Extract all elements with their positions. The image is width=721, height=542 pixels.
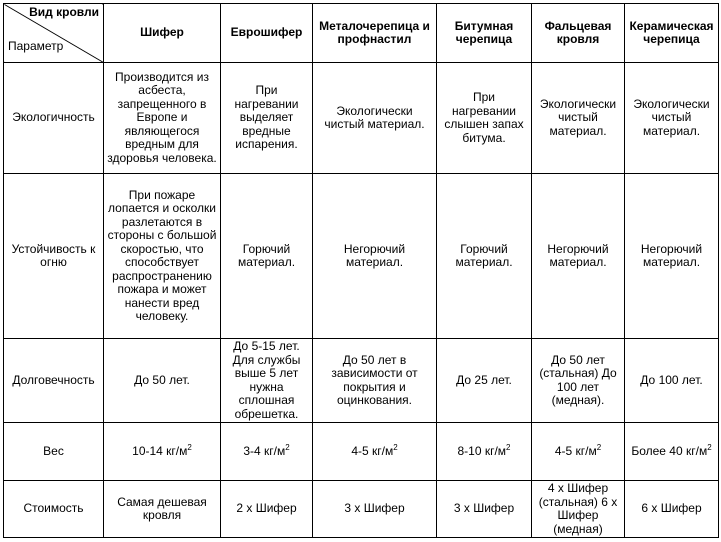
column-header-euroslate: Еврошифер — [221, 4, 313, 63]
table-cell: При пожаре лопается и осколки разлетаются в стороны с большой скоростью, что способствует распространению пожара и может нанести вред человеку. — [104, 174, 221, 339]
column-header-slate: Шифер — [104, 4, 221, 63]
table-cell: 3 х Шифер — [313, 481, 437, 538]
row-header-cost: Стоимость — [4, 481, 104, 538]
table-cell: До 50 лет (стальная) До 100 лет (медная). — [532, 339, 625, 423]
unit-superscript: 2 — [707, 442, 712, 452]
unit-superscript: 2 — [393, 442, 398, 452]
corner-label-roof-type: Вид кровли — [29, 5, 99, 19]
row-header-weight: Вес — [4, 423, 104, 481]
weight-value: 3-4 кг/м — [243, 443, 286, 458]
table-cell: Экологически чистый материал. — [532, 63, 625, 174]
table-row-weight — [4, 423, 719, 481]
corner-label-parameter: Параметр — [8, 38, 64, 53]
table-cell — [625, 423, 719, 481]
table-cell: Самая дешевая кровля — [104, 481, 221, 538]
row-header-ecology: Экологичность — [4, 63, 104, 174]
table-cell: 2 х Шифер — [221, 481, 313, 538]
table-cell — [313, 423, 437, 481]
table-cell: При нагревании выделяет вредные испарения. — [221, 63, 313, 174]
table-cell: Негорючий материал. — [532, 174, 625, 339]
column-header-seam-roof: Фальцевая кровля — [532, 4, 625, 63]
header-row — [4, 4, 719, 63]
table-cell: До 100 лет. — [625, 339, 719, 423]
table-cell: До 50 лет в зависимости от покрытия и оцинкования. — [313, 339, 437, 423]
table-row-ecology — [4, 63, 719, 174]
weight-value: 4-5 кг/м — [554, 443, 597, 458]
table-cell: Горючий материал. — [221, 174, 313, 339]
corner-header-cell — [4, 4, 104, 63]
weight-value: Более 40 кг/м — [631, 443, 708, 458]
table-cell: 6 х Шифер — [625, 481, 719, 538]
weight-value: 10-14 кг/м — [132, 443, 188, 458]
weight-value: 4-5 кг/м — [351, 443, 394, 458]
table-cell — [221, 423, 313, 481]
unit-superscript: 2 — [506, 442, 511, 452]
table-cell: При нагревании слышен запах битума. — [437, 63, 532, 174]
table-cell — [437, 423, 532, 481]
table-cell: Негорючий материал. — [625, 174, 719, 339]
table-cell: До 25 лет. — [437, 339, 532, 423]
table-cell: Экологически чистый материал. — [313, 63, 437, 174]
weight-value: 8-10 кг/м — [457, 443, 507, 458]
table-cell: Горючий материал. — [437, 174, 532, 339]
table-cell: 4 х Шифер (стальная) 6 х Шифер (медная) — [532, 481, 625, 538]
table-cell — [532, 423, 625, 481]
table-cell: До 50 лет. — [104, 339, 221, 423]
table-row-durability — [4, 339, 719, 423]
row-header-durability: Долговечность — [4, 339, 104, 423]
row-header-fire-resistance: Устойчивость к огню — [4, 174, 104, 339]
unit-superscript: 2 — [596, 442, 602, 452]
unit-superscript: 2 — [285, 442, 290, 452]
roofing-comparison-table — [3, 3, 719, 538]
table-cell — [104, 423, 221, 481]
column-header-metal-tile: Металочерепица и профнастил — [313, 4, 437, 63]
table-cell: Производится из асбеста, запрещенного в Европе и являющегося вредным для здоровья человека. — [104, 63, 221, 174]
table-cell: Негорючий материал. — [313, 174, 437, 339]
table-row-fire-resistance — [4, 174, 719, 339]
unit-superscript: 2 — [187, 442, 192, 452]
table-cell: До 5-15 лет. Для службы выше 5 лет нужна сплошная обрешетка. — [221, 339, 313, 423]
table-cell: 3 х Шифер — [437, 481, 532, 538]
column-header-ceramic-tile: Керамическая черепица — [625, 4, 719, 63]
table-row-cost — [4, 481, 719, 538]
column-header-bitumen-tile: Битумная черепица — [437, 4, 532, 63]
table-cell: Экологически чистый материал. — [625, 63, 719, 174]
